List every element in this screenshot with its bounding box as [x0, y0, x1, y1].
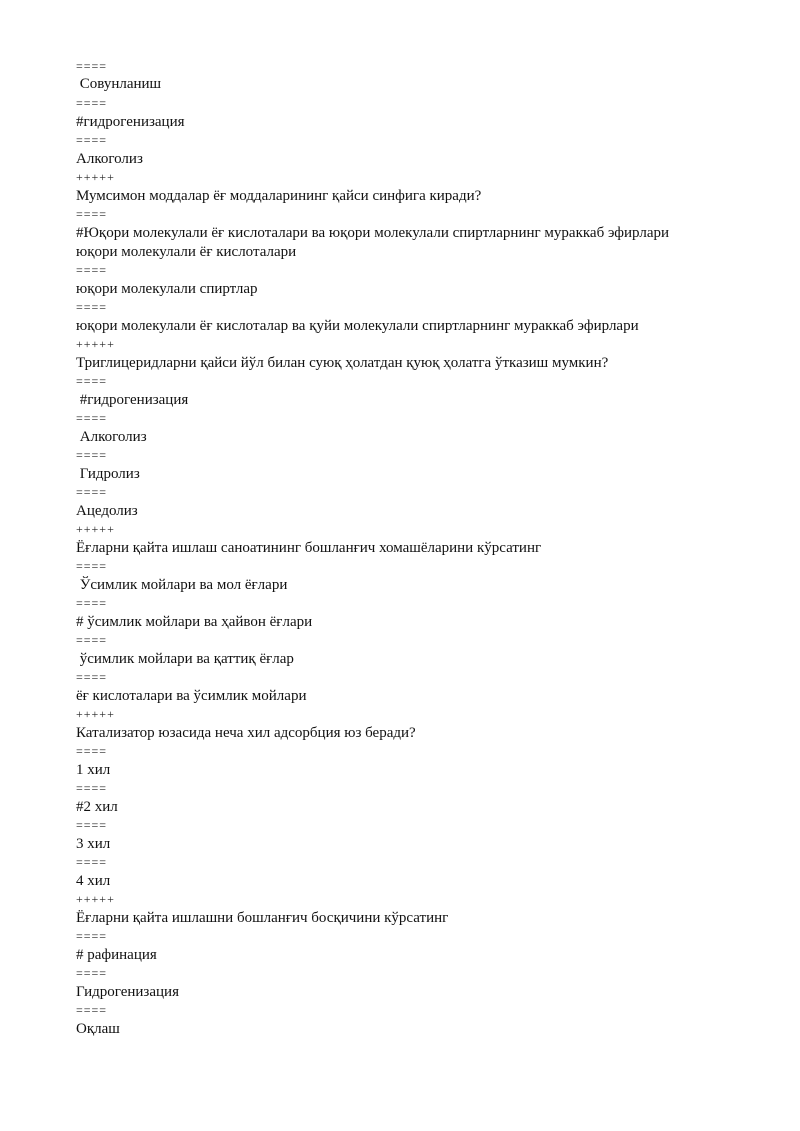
separator-line: ==== — [76, 929, 108, 943]
separator-line: ==== — [76, 596, 108, 610]
question-text: Ёғларни қайта ишлашни бошланғич босқичини кўрсатинг — [76, 910, 449, 926]
answer-option: Гидролиз — [76, 466, 140, 482]
separator-line: ==== — [76, 96, 108, 110]
separator-line: ==== — [76, 485, 108, 499]
question-separator: +++++ — [76, 170, 115, 184]
answer-option: ёғ кислоталари ва ўсимлик мойлари — [76, 688, 307, 704]
separator-line: ==== — [76, 559, 108, 573]
separator-line: ==== — [76, 263, 108, 277]
question-text: Мумсимон моддалар ёғ моддаларининг қайси синфига киради? — [76, 188, 482, 204]
separator-line: ==== — [76, 207, 108, 221]
question-separator: +++++ — [76, 892, 115, 906]
answer-option: Оқлаш — [76, 1021, 120, 1037]
answer-option: #гидрогенизация — [76, 114, 185, 130]
separator-line: ==== — [76, 448, 108, 462]
answer-option: Алкоголиз — [76, 151, 143, 167]
question-text: Катализатор юзасида неча хил адсорбция юз беради? — [76, 725, 416, 741]
separator-line: ==== — [76, 744, 108, 758]
question-separator: +++++ — [76, 707, 115, 721]
answer-option: ўсимлик мойлари ва қаттиқ ёғлар — [76, 651, 294, 667]
answer-option: #2 хил — [76, 799, 118, 815]
answer-option: # рафинация — [76, 947, 157, 963]
answer-option: 3 хил — [76, 836, 111, 852]
separator-line: ==== — [76, 855, 108, 869]
answer-option: Ацедолиз — [76, 503, 138, 519]
separator-line: ==== — [76, 59, 108, 73]
separator-line: ==== — [76, 1003, 108, 1017]
separator-line: ==== — [76, 133, 108, 147]
answer-option: #Юқори молекулали ёғ кислоталари ва юқори молекулали спиртларнинг мураккаб эфирлари — [76, 225, 670, 241]
answer-option: #гидрогенизация — [76, 392, 189, 408]
answer-option: юқори молекулали спиртлар — [76, 281, 258, 297]
answer-option: Гидрогенизация — [76, 984, 179, 1000]
answer-option: юқори молекулали ёғ кислоталари — [76, 244, 297, 260]
separator-line: ==== — [76, 781, 108, 795]
answer-option: # ўсимлик мойлари ва ҳайвон ёғлари — [76, 614, 313, 630]
answer-option: Алкоголиз — [76, 429, 147, 445]
answer-option: Совунланиш — [76, 76, 162, 92]
question-separator: +++++ — [76, 522, 115, 536]
question-text: Ёғларни қайта ишлаш саноатининг бошланғич хомашёларини кўрсатинг — [76, 540, 542, 556]
question-text: Триглицеридларни қайси йўл билан суюқ ҳолатдан қуюқ ҳолатга ўтказиш мумкин? — [76, 355, 609, 371]
answer-option: Ўсимлик мойлари ва мол ёғлари — [76, 577, 288, 593]
separator-line: ==== — [76, 633, 108, 647]
separator-line: ==== — [76, 966, 108, 980]
answer-option: 4 хил — [76, 873, 111, 889]
separator-line: ==== — [76, 374, 108, 388]
answer-option: 1 хил — [76, 762, 111, 778]
question-separator: +++++ — [76, 337, 115, 351]
separator-line: ==== — [76, 818, 108, 832]
separator-line: ==== — [76, 670, 108, 684]
separator-line: ==== — [76, 411, 108, 425]
separator-line: ==== — [76, 300, 108, 314]
answer-option: юқори молекулали ёғ кислоталар ва қуйи молекулали спиртларнинг мураккаб эфирлари — [76, 318, 639, 334]
